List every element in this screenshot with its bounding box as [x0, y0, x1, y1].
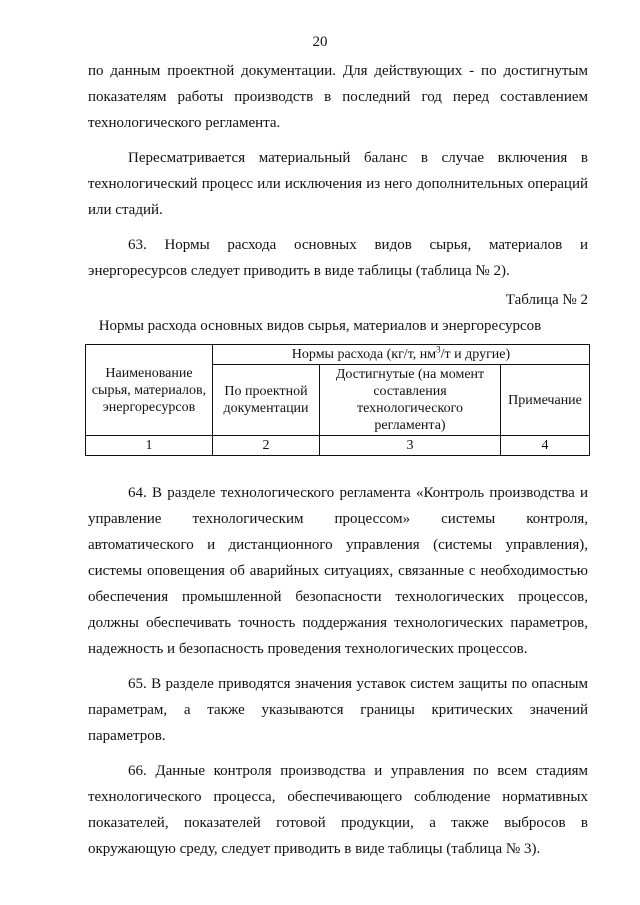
text-block-top	[88, 58, 588, 284]
paragraph-66: 66. Данные контроля производства и управления по всем стадиям технологического процесса, обеспечивающего соблюдение нормативных показателей, показателей готовой продукции, а также выбросов в окружающую среду, следует приводить в виде таблицы (таблица № 3).	[88, 763, 588, 857]
table-number-row	[86, 436, 590, 456]
text-block-bottom	[88, 480, 588, 862]
table-title: Нормы расхода основных видов сырья, материалов и энергоресурсов	[98, 318, 542, 334]
header-achieved: Достигнутые (на момент составления технологического регламента)	[320, 365, 501, 436]
column-number: 3	[320, 436, 501, 456]
norms-table	[85, 344, 590, 456]
column-number: 1	[86, 436, 213, 456]
paragraph-64: 64. В разделе технологического регламента «Контроль производства и управление технологическим процессом» системы контроля, автоматического и дистанционного управления (системы управления), системы оповещения об аварийных ситуациях, связанные с необходимостью обеспечения промышленной безопасности технологических процессов, должны обеспечивать точность поддержания технологических параметров, надежность и безопасность проведения технологических процессов.	[88, 485, 588, 657]
paragraph-65: 65. В разделе приводятся значения уставок систем защиты по опасным параметрам, а также указываются границы критических значений параметров.	[88, 676, 588, 744]
table-label: Таблица № 2	[505, 292, 588, 308]
page-number: 20	[312, 34, 328, 50]
table-header-row	[86, 345, 590, 365]
header-note: Примечание	[501, 365, 590, 436]
column-number: 4	[501, 436, 590, 456]
header-consumption-norms: Нормы расхода (кг/т, $нм^3/т$ и другие)	[213, 345, 590, 365]
paragraph-continuation: по данным проектной документации. Для действующих - по достигнутым показателям работы производств в последний год перед составлением технологического регламента.	[88, 63, 588, 131]
paragraph-63: 63. Нормы расхода основных видов сырья, материалов и энергоресурсов следует приводить в виде таблицы (таблица № 2).	[88, 237, 588, 279]
header-project-docs: По проектной документации	[213, 365, 320, 436]
column-number: 2	[213, 436, 320, 456]
paragraph-material-balance: Пересматривается материальный баланс в случае включения в технологический процесс или исключения из него дополнительных операций или стадий.	[88, 150, 588, 218]
header-resource-name: Наименование сырья, материалов, энергоресурсов	[86, 345, 213, 436]
